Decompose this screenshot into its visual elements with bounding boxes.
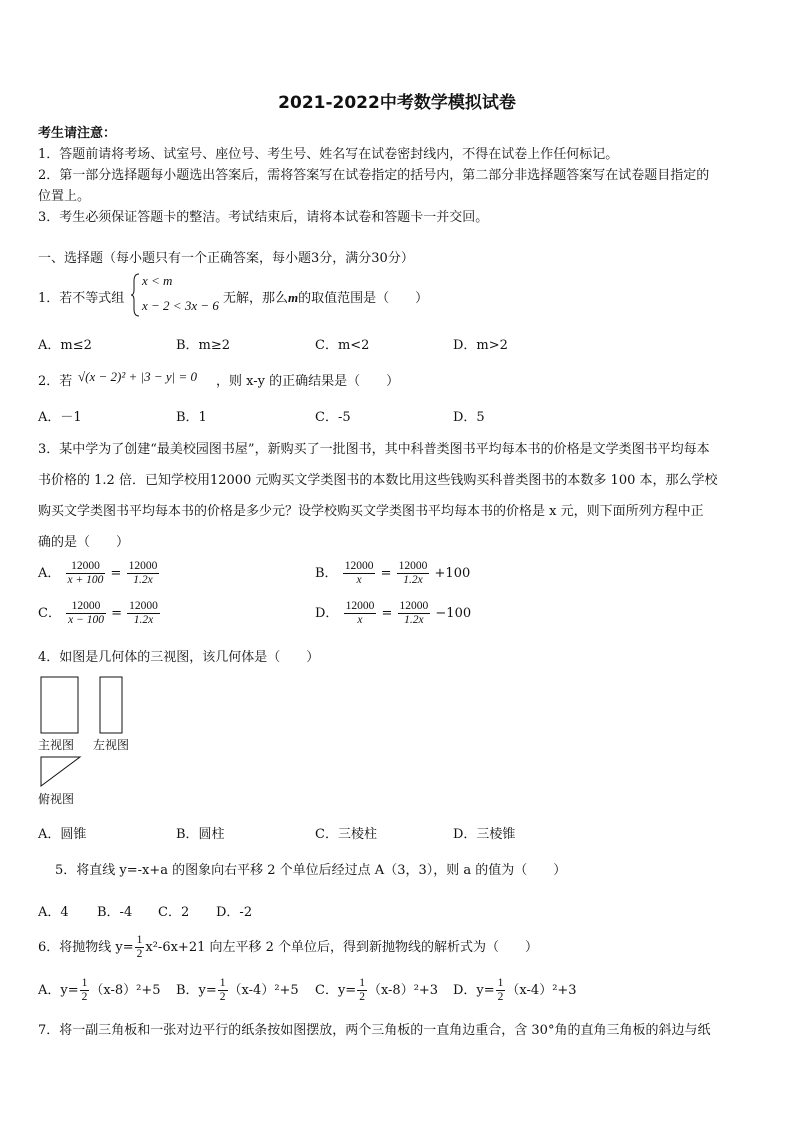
q1-option-c[interactable]: C．m<2 — [315, 338, 370, 353]
q3-line: 书价格的 1.2 倍．已知学校用12000 元购买文学类图书的本数比用这些钱购买科普类图书的本数多 100 本，那么学校 — [38, 473, 718, 488]
q3-line: 3．某中学为了创建“最美校园图书屋”，新购买了一批图书，其中科普类图书平均每本书的价格是文学类图书平均每本 — [38, 442, 710, 457]
q3-option-b[interactable]: B． $\frac{12000}{x}$ = $\frac{12000}{1.2x}$ +100 — [315, 560, 471, 586]
q2-option-c[interactable]: C．-5 — [315, 410, 351, 425]
q4-option-c[interactable]: C．三棱柱 — [315, 827, 377, 842]
q4-top-view-figure — [40, 756, 82, 788]
q3-line: 确的是（ ） — [38, 535, 130, 550]
notice-item: 位置上。 — [38, 189, 91, 204]
q3-option-c[interactable]: C． $\frac{12000}{x - 100}$ = $\frac{12000}{1.2x}$ — [38, 600, 158, 626]
q4-front-view-label: 主视图 — [38, 738, 75, 752]
q4-option-a[interactable]: A．圆锥 — [38, 827, 87, 842]
q4-top-view-label: 俯视图 — [38, 792, 75, 806]
q4-front-view-figure — [40, 676, 80, 736]
q3-option-a[interactable]: A． $\frac{12000}{x + 100}$ = $\frac{12000}{1.2x}$ — [38, 560, 158, 586]
q6-stem: 6．将抛物线 y= $\frac{1}{2}$ x²-6x+21 向左平移 2 个单位后，得到新抛物线的解析式为（ ） — [38, 934, 539, 960]
q5-option-b[interactable]: B．-4 — [97, 905, 133, 920]
q2-option-a[interactable]: A．－1 — [38, 410, 82, 425]
q1-suffix: 无解，那么m的取值范围是（ ） — [223, 290, 429, 306]
q1-prefix: 1．若不等式组 — [38, 291, 125, 306]
q4-left-view-figure — [99, 676, 125, 736]
q1-system-line1: x < m — [142, 273, 173, 288]
q5-option-d[interactable]: D．-2 — [216, 905, 253, 920]
section-heading: 一、选择题（每小题只有一个正确答案，每小题3分，满分30分） — [38, 251, 414, 266]
q5-option-a[interactable]: A．4 — [38, 905, 69, 920]
notice-item: 1．答题前请将考场、试室号、座位号、考生号、姓名写在试卷密封线内，不得在试卷上作任何标记。 — [38, 147, 619, 162]
q4-option-d[interactable]: D．三棱锥 — [453, 827, 516, 842]
notice-item: 2．第一部分选择题每小题选出答案后，需将答案写在试卷指定的括号内，第二部分非选择题答案写在试卷题目指定的 — [38, 168, 710, 183]
q6-option-a[interactable]: A．y= $\frac{1}{2}$ （x-8）²+5 — [38, 977, 161, 1003]
q2-option-b[interactable]: B．1 — [176, 410, 207, 425]
q6-option-c[interactable]: C．y= $\frac{1}{2}$ （x-8）²+3 — [315, 977, 439, 1003]
q6-option-b[interactable]: B．y= $\frac{1}{2}$ （x-4）²+5 — [176, 977, 299, 1003]
q2-prefix: 2．若 — [38, 374, 73, 389]
q5-stem: 5．将直线 y=-x+a 的图象向右平移 2 个单位后经过点 A（3，3），则 a 的值为（ ） — [55, 863, 567, 878]
q1-option-a[interactable]: A．m≤2 — [38, 338, 92, 353]
q4-option-b[interactable]: B．圆柱 — [176, 827, 225, 842]
q1-option-d[interactable]: D．m>2 — [453, 338, 508, 353]
q3-line: 购买文学类图书平均每本书的价格是多少元？设学校购买文学类图书平均每本书的价格是 x 元，则下面所列方程中正 — [38, 504, 704, 519]
q4-stem: 4．如图是几何体的三视图，该几何体是（ ） — [38, 650, 320, 665]
notice-item: 3．考生必须保证答题卡的整洁。考试结束后，请将本试卷和答题卡一并交回。 — [38, 210, 489, 225]
q3-option-d[interactable]: D． $\frac{12000}{x}$ = $\frac{12000}{1.2x}$ −100 — [315, 600, 472, 626]
q1-system-line2: x − 2 < 3x − 6 — [142, 298, 219, 313]
q1-brace — [131, 273, 141, 317]
q7-stem: 7．将一副三角板和一张对边平行的纸条按如图摆放，两个三角板的一直角边重合，含 30°角的直角三角板的斜边与纸 — [38, 1023, 711, 1038]
notice-heading: 考生请注意： — [38, 126, 117, 141]
page-title: 2021-2022中考数学模拟试卷 — [278, 93, 516, 113]
q1-option-b[interactable]: B．m≥2 — [176, 338, 231, 353]
q2-expression: √(x − 2)² + |3 − y| = 0 — [78, 369, 197, 384]
q6-option-d[interactable]: D．y= $\frac{1}{2}$ （x-4）²+3 — [453, 977, 577, 1003]
q5-option-c[interactable]: C．2 — [158, 905, 190, 920]
q4-left-view-label: 左视图 — [93, 738, 130, 752]
q2-option-d[interactable]: D．5 — [453, 410, 485, 425]
q2-suffix: ，则 x-y 的正确结果是（ ） — [216, 374, 400, 389]
